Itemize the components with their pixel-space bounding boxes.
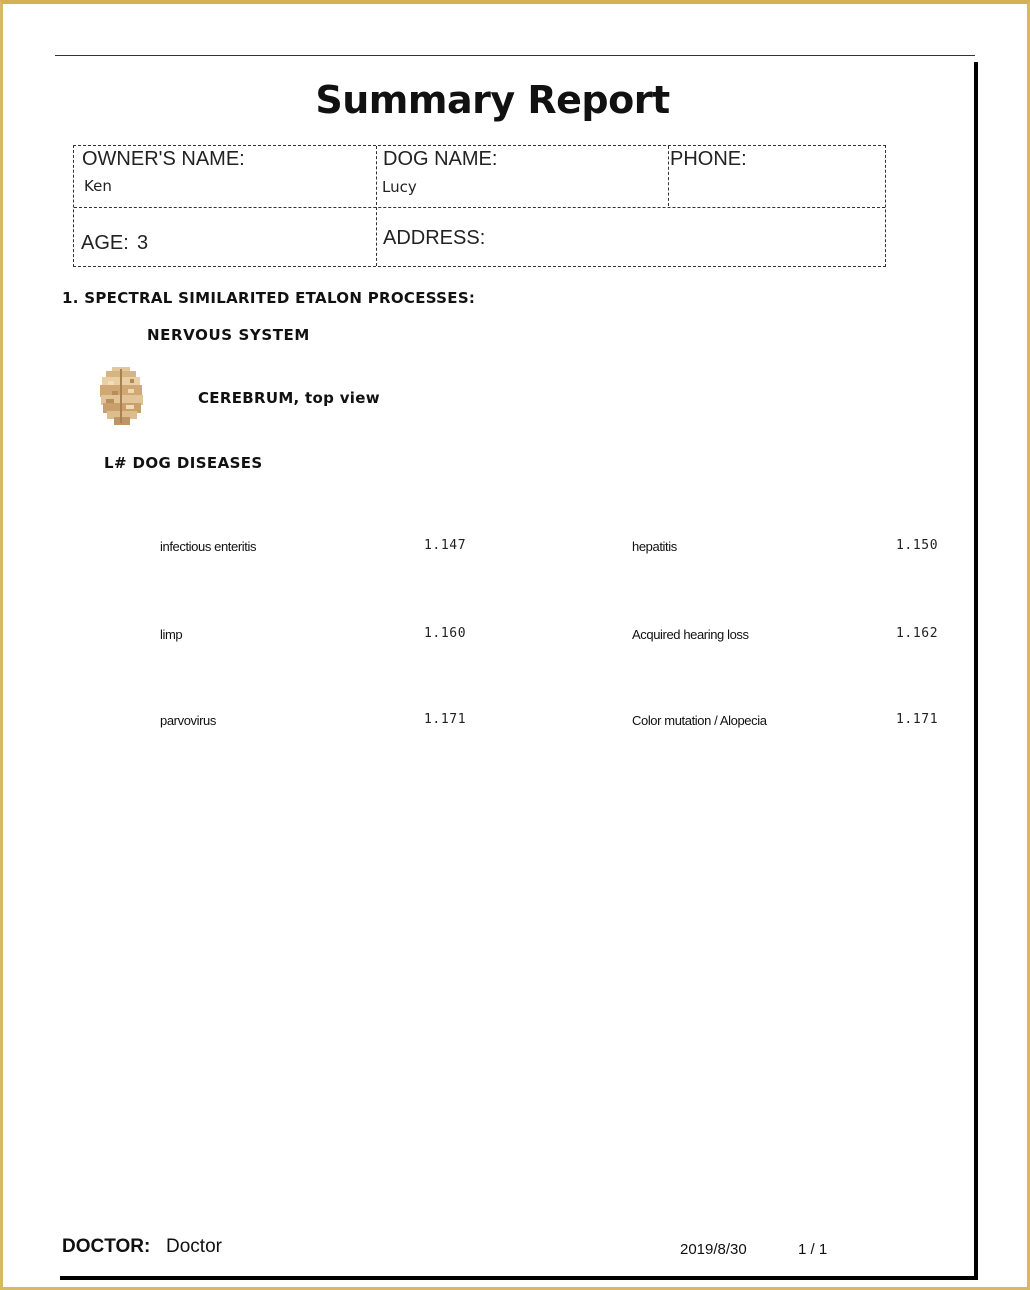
age-value: 3 xyxy=(137,232,149,254)
owner-name-label: OWNER'S NAME: xyxy=(82,148,245,170)
dog-name-label: DOG NAME: xyxy=(383,148,498,170)
age-cell xyxy=(74,207,376,266)
doctor-label: DOCTOR: xyxy=(62,1236,151,1257)
phone-cell xyxy=(668,146,885,207)
disease-name: hepatitis xyxy=(632,539,677,554)
disease-name: limp xyxy=(160,627,183,642)
page-number: 1 / 1 xyxy=(798,1241,828,1258)
owner-cell xyxy=(74,146,376,207)
disease-score: 1.162 xyxy=(896,626,939,641)
report-date: 2019/8/30 xyxy=(680,1241,747,1258)
disease-name: Acquired hearing loss xyxy=(632,627,749,642)
age-label: AGE: xyxy=(81,232,129,254)
doctor-value: Doctor xyxy=(166,1236,222,1257)
section-heading: 1. SPECTRAL SIMILARITED ETALON PROCESSES: xyxy=(62,289,476,307)
disease-score: 1.171 xyxy=(424,712,467,727)
page-bottom-shadow xyxy=(60,1276,978,1280)
system-heading: NERVOUS SYSTEM xyxy=(147,326,310,344)
owner-name-value: Ken xyxy=(84,177,112,195)
address-cell xyxy=(376,207,885,266)
address-label: ADDRESS: xyxy=(383,227,486,249)
disease-name: parvovirus xyxy=(160,713,216,728)
organ-label: CEREBRUM, top view xyxy=(198,389,380,407)
cerebrum-image xyxy=(100,365,144,427)
phone-label: PHONE: xyxy=(670,148,747,170)
disease-score: 1.171 xyxy=(896,712,939,727)
dog-name-value: Lucy xyxy=(382,178,417,196)
disease-name: infectious enteritis xyxy=(160,539,257,554)
disease-score: 1.150 xyxy=(896,538,939,553)
patient-info-table xyxy=(73,145,886,267)
disease-score: 1.160 xyxy=(424,626,467,641)
dog-cell xyxy=(376,146,668,207)
page-top-edge xyxy=(55,55,975,56)
report-title: Summary Report xyxy=(315,78,670,122)
disease-score: 1.147 xyxy=(424,538,467,553)
page-right-shadow xyxy=(974,62,978,1278)
disease-list-heading: L# DOG DISEASES xyxy=(104,454,263,472)
disease-name: Color mutation / Alopecia xyxy=(632,713,767,728)
